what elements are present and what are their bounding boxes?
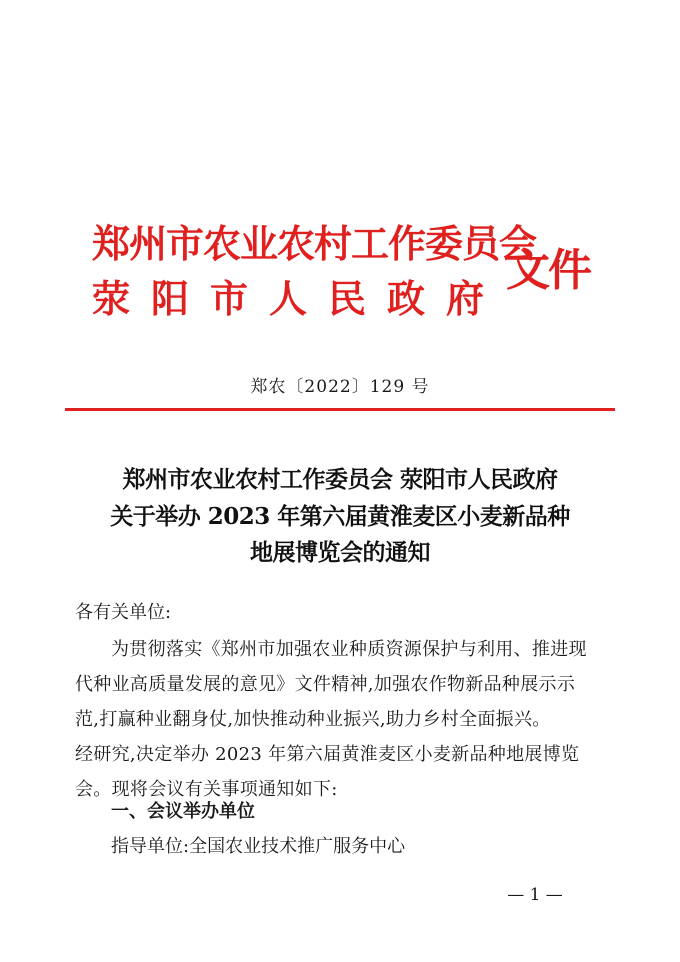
body-paragraph-line: 代种业高质量发展的意见》文件精神,加强农作物新品种展示示 (75, 674, 576, 695)
guiding-unit-line: 指导单位:全国农业技术推广服务中心 (111, 836, 406, 857)
salutation: 各有关单位: (75, 602, 172, 623)
red-header-divider (65, 408, 615, 411)
document-type-label: 文件 (506, 245, 590, 296)
section-heading-organizers: 一、会议举办单位 (111, 801, 255, 822)
body-paragraph-line: 会。现将会议有关事项通知如下: (75, 779, 338, 800)
document-title-line-3: 地展博览会的通知 (250, 539, 430, 566)
body-paragraph-line: 范,打赢种业翻身仗,加快推动种业振兴,助力乡村全面振兴。 (75, 709, 551, 730)
document-number: 郑农〔2022〕129 号 (250, 377, 430, 397)
body-paragraph-line: 为贯彻落实《郑州市加强农业种质资源保护与利用、推进现 (111, 639, 587, 660)
page-number: — 1 — (507, 885, 563, 905)
body-paragraph-line: 经研究,决定举办 2023 年第六届黄淮麦区小麦新品种地展博览 (75, 744, 580, 765)
document-title-line-2: 关于举办 2023 年第六届黄淮麦区小麦新品种 (110, 503, 570, 530)
document-title-line-1: 郑州市农业农村工作委员会 荥阳市人民政府 (122, 466, 558, 493)
issuer-zhengzhou-agri-committee: 郑州市农业农村工作委员会 (92, 222, 537, 266)
issuer-xingyang-government: 荥阳市人民政府 (92, 277, 506, 321)
